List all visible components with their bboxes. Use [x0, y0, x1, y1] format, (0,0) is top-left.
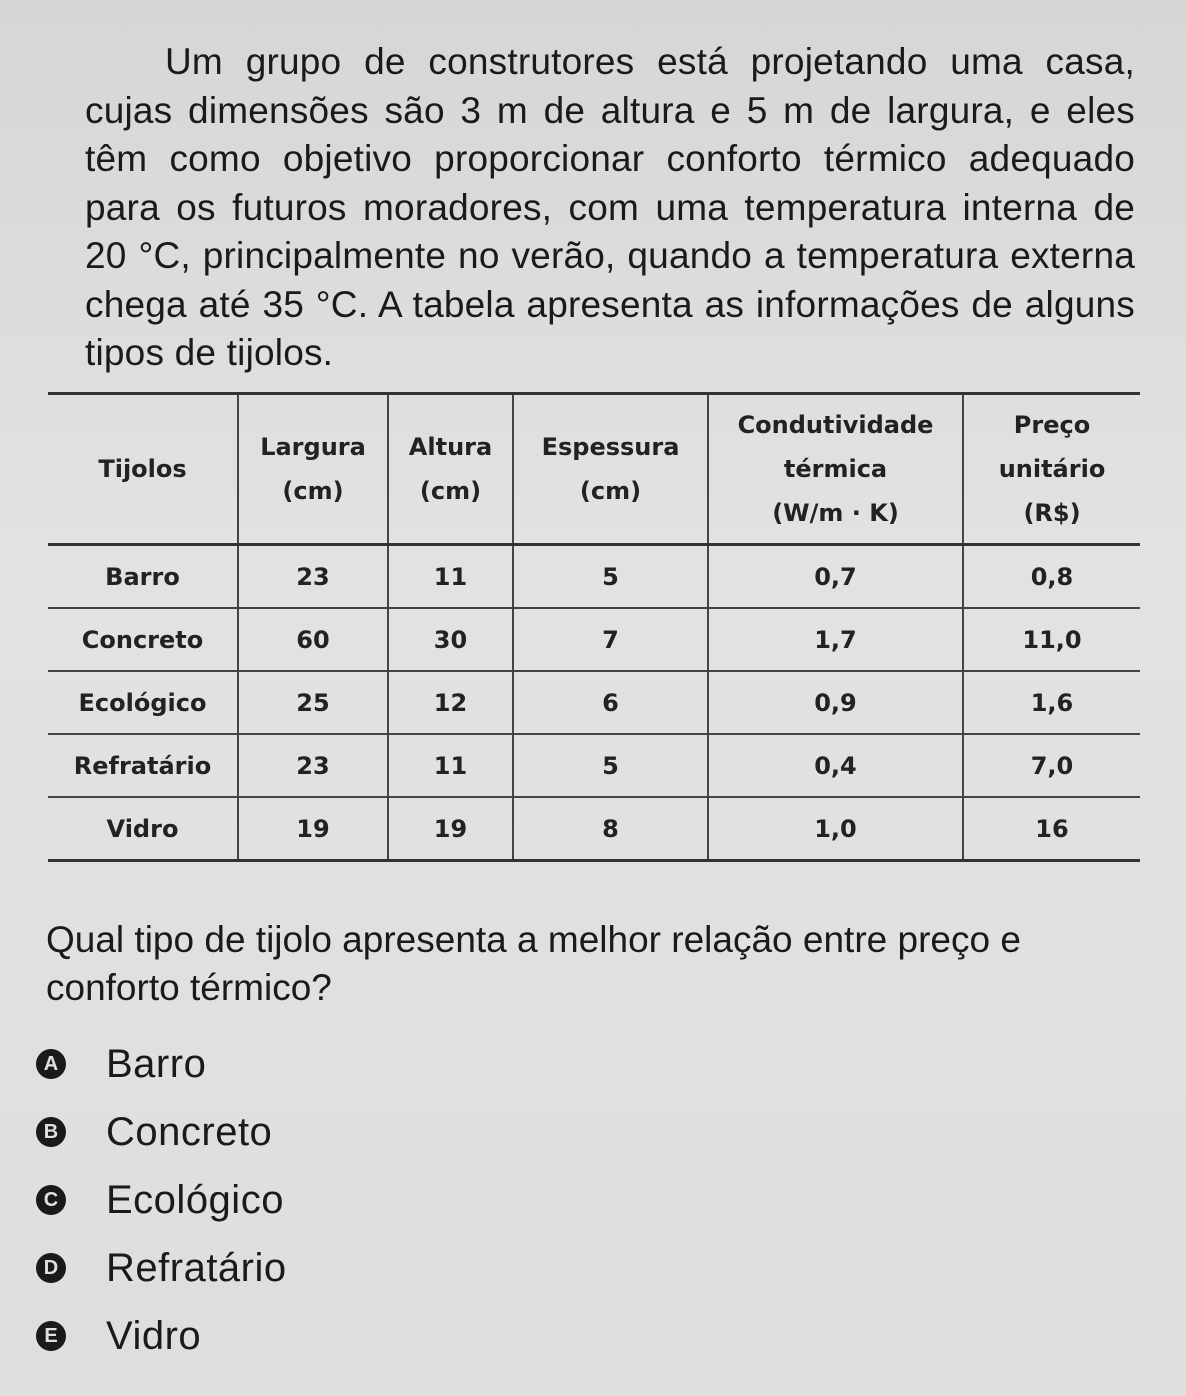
header-tijolos — [48, 394, 238, 545]
option-e-label: Vidro — [106, 1313, 202, 1358]
header-tijolos-label: Tijolos — [98, 455, 187, 483]
option-e-letter-icon: E — [36, 1321, 66, 1351]
cell-espessura: 5 — [513, 734, 708, 797]
cell-largura: 23 — [238, 734, 388, 797]
cell-altura: 19 — [388, 797, 513, 861]
cell-condutividade: 1,7 — [708, 608, 963, 671]
question-text: Qual tipo de tijolo apresenta a melhor relação entre preço e conforto térmico? — [46, 919, 1021, 1008]
bricks-table-container — [48, 392, 1140, 862]
cell-altura: 12 — [388, 671, 513, 734]
cell-preco: 0,8 — [963, 545, 1140, 609]
cell-largura: 23 — [238, 545, 388, 609]
option-c[interactable] — [28, 1166, 287, 1234]
header-preco — [963, 394, 1140, 545]
table-row — [48, 797, 1140, 861]
cell-condutividade: 0,7 — [708, 545, 963, 609]
option-d[interactable] — [28, 1234, 287, 1302]
cell-preco: 11,0 — [963, 608, 1140, 671]
option-d-letter-icon: D — [36, 1253, 66, 1283]
header-espessura — [513, 394, 708, 545]
cell-espessura: 7 — [513, 608, 708, 671]
cell-altura: 11 — [388, 734, 513, 797]
option-d-label: Refratário — [106, 1245, 287, 1290]
cell-condutividade: 0,9 — [708, 671, 963, 734]
cell-preco: 16 — [963, 797, 1140, 861]
table-row — [48, 608, 1140, 671]
cell-condutividade: 0,4 — [708, 734, 963, 797]
table-row — [48, 545, 1140, 609]
option-a-label: Barro — [106, 1041, 207, 1086]
cell-tijolo: Barro — [48, 545, 238, 609]
header-condutividade — [708, 394, 963, 545]
header-condutividade-unit: (W/m · K) — [772, 499, 899, 527]
header-condutividade-label2: térmica — [783, 455, 888, 483]
header-preco-label2: unitário — [998, 455, 1106, 483]
header-largura-label: Largura — [260, 433, 366, 461]
table-body — [48, 545, 1140, 861]
cell-tijolo: Refratário — [48, 734, 238, 797]
header-preco-label: Preço — [1013, 411, 1091, 439]
cell-altura: 11 — [388, 545, 513, 609]
header-altura — [388, 394, 513, 545]
option-b-letter-icon: B — [36, 1117, 66, 1147]
cell-largura: 19 — [238, 797, 388, 861]
bricks-table — [48, 392, 1140, 862]
header-altura-label: Altura — [408, 433, 493, 461]
header-condutividade-label: Condutividade — [737, 411, 934, 439]
cell-espessura: 5 — [513, 545, 708, 609]
intro-paragraph — [85, 38, 1135, 378]
cell-espessura: 6 — [513, 671, 708, 734]
header-largura — [238, 394, 388, 545]
table-row — [48, 671, 1140, 734]
option-a[interactable] — [28, 1030, 287, 1098]
header-espessura-unit: (cm) — [579, 477, 642, 505]
header-row — [48, 394, 1140, 545]
cell-largura: 60 — [238, 608, 388, 671]
header-espessura-label: Espessura — [541, 433, 680, 461]
cell-preco: 7,0 — [963, 734, 1140, 797]
cell-tijolo: Ecológico — [48, 671, 238, 734]
cell-altura: 30 — [388, 608, 513, 671]
header-preco-unit: (R$) — [1023, 499, 1081, 527]
cell-condutividade: 1,0 — [708, 797, 963, 861]
option-c-letter-icon: C — [36, 1185, 66, 1215]
option-e[interactable] — [28, 1302, 287, 1370]
answer-options — [28, 1030, 287, 1370]
cell-espessura: 8 — [513, 797, 708, 861]
cell-preco: 1,6 — [963, 671, 1140, 734]
intro-text: Um grupo de construtores está projetando uma casa, cujas dimensões são 3 m de altura e 5 m de largura, e eles têm como objetivo proporcionar conforto térmico adequado para os futuros moradores, com uma temperatura interna de 20 °C, principalmente no verão, quando a temperatura externa chega até 35 °C. A tabela apresenta as informações de alguns tipos de tijolos. — [85, 41, 1135, 373]
option-b[interactable] — [28, 1098, 287, 1166]
option-b-label: Concreto — [106, 1109, 273, 1154]
header-largura-unit: (cm) — [282, 477, 344, 505]
option-a-letter-icon: A — [36, 1049, 66, 1079]
cell-largura: 25 — [238, 671, 388, 734]
option-c-label: Ecológico — [106, 1177, 284, 1222]
cell-tijolo: Vidro — [48, 797, 238, 861]
table-row — [48, 734, 1140, 797]
header-altura-unit: (cm) — [419, 477, 482, 505]
table-header — [48, 394, 1140, 545]
cell-tijolo: Concreto — [48, 608, 238, 671]
